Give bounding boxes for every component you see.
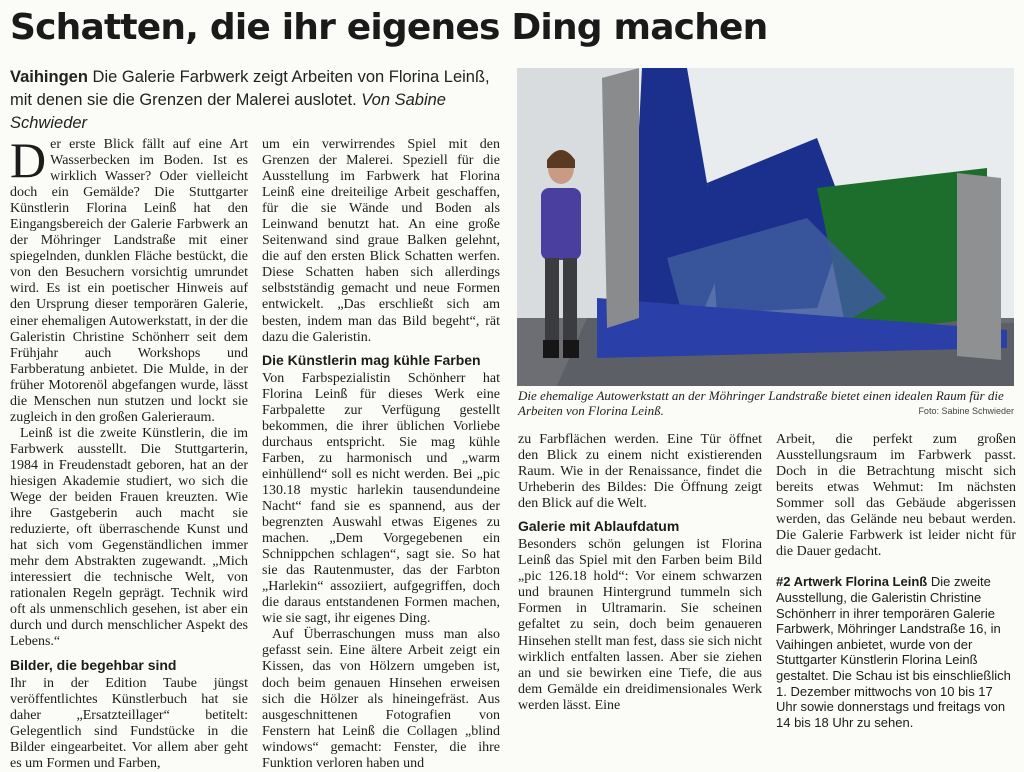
- info-box-title: #2 Artwerk Florina Leinß: [776, 574, 928, 590]
- subheading: Bilder, die begehbar sind: [10, 656, 177, 673]
- photo-credit: Foto: Sabine Schwieder: [918, 406, 1014, 416]
- paragraph: Leinß ist die zweite Künstlerin, die im Farbwerk ausstellt. Die Stuttgarterin, 1984 in Freudenstadt geboren, hat an der hiesigen Akademie studiert, wo sich die Wege der beiden Frauen kreuzten. Wie ihre Gastgeberin auch macht sie reduzierte, oft überraschende Kunst und hat sich vom Gegenständlichen immer mehr dem Abstrakten zugewandt. „Mich interessiert die technische Welt, von rationalen Regeln geprägt. Technik wird oft als unmenschlich gesehen, ist aber ein durch und durch menschlicher Aspekt des Lebens.“: [10, 425, 248, 650]
- subheading: Galerie mit Ablaufdatum: [518, 518, 680, 535]
- paragraph: Der erste Blick fällt auf eine Art Wasserbecken im Boden. Ist es wirklich Wasser? Oder vielleicht doch ein Gemälde? Die Stuttgarter Künstlerin Florina Leinß hat den Eingangsbereich der Galerie Farbwerk an der Möhringer Landstraße mit einer spiegelnden, dunklen Fläche bestückt, die von den Besuchern vorsichtig umrundet wird. Es ist ein poetischer Hinweis auf den Ursprung dieser temporären Galerie, einer ehemaligen Autowerkstatt, in der die Galeristin Christine Schönherr seit dem Frühjahr auch Workshops und Farbberatung anbietet. Die Mulde, in der früher Motorenöl abgefangen wurde, lässt die Menschen nun stutzen und lockt sie zugleich in den großen Galerieraum.: [10, 132, 248, 425]
- article-column-2: [262, 137, 500, 771]
- drop-cap: D: [10, 132, 47, 188]
- paragraph: zu Farbflächen werden. Eine Tür öffnet den Blick zu einem nicht existierenden Raum. Wie in der Renaissance, findet die Urheberin des Bildes: Die Öffnung zeigt den Blick auf die Welt.: [518, 432, 762, 512]
- standfirst: [10, 66, 510, 135]
- subheading: Die Künstlerin mag kühle Farben: [262, 351, 481, 368]
- paragraph: Auf Überraschungen muss man also gefasst sein. Eine ältere Arbeit zeigt ein Kissen, das von Hölzern umgeben ist, doch beim genauen Hinsehen erweisen sich die Hölzer als hineingefräst. Aus ausgeschnittenen Fotografien von Fenstern hat Leinß die Collagen „blind windows“ gemacht: Fenster, die ihre Funktion verloren haben und: [262, 627, 500, 771]
- article-column-1: [10, 132, 248, 771]
- paragraph: Arbeit, die perfekt zum großen Ausstellungsraum im Farbwerk passt. Doch in die Betrachtung mischt sich bereits etwas Wehmut: Im nächsten Sommer soll das Gebäude abgerissen werden, das Gelände neu bebaut werden. Die Galerie Farbwerk ist leider nicht für die Dauer gedacht.: [776, 432, 1016, 560]
- gallery-photo-illustration: [517, 68, 1014, 386]
- info-box-text: Die zweite Ausstellung, die Galeristin Christine Schönherr in ihrer temporären Galerie Farbwerk, Möhringer Landstraße 16, in Vaihingen anbietet, wurde von der Stuttgarter Künstlerin Florina Leinß gestaltet. Die Schau ist bis einschließlich 1. Dezember mittwochs von 10 bis 17 Uhr sowie donnerstags und freitags von 14 bis 18 Uhr zu sehen.: [776, 574, 1011, 730]
- byline: Von Sabine Schwieder: [10, 91, 446, 132]
- paragraph: Ihr in der Edition Taube jüngst veröffentlichtes Künstlerbuch hat sie daher „Ersatzteillager“ betitelt: Gelegentlich sind Fundstücke in die Bilder eingearbeitet. Vor allem aber geht es um Formen und Farben,: [10, 675, 248, 771]
- article-photo: [517, 68, 1014, 386]
- paragraph: um ein verwirrendes Spiel mit den Grenzen der Malerei. Speziell für die Ausstellung im Farbwerk hat Florina Leinß eine dreiteilige Arbeit geschaffen, für die sie Wände und Boden als Leinwand benutzt hat. An eine große Seitenwand sind graue Balken gelehnt, die auf den ersten Blick Schatten werfen. Diese Schatten haben sich allerdings selbstständig gemacht und neue Formen entwickelt. „Das erschließt sich am besten, indem man das Bild begeht“, rät dazu die Galeristin.: [262, 137, 500, 345]
- article-column-3: [518, 432, 762, 713]
- standfirst-text: Die Galerie Farbwerk zeigt Arbeiten von Florina Leinß, mit denen sie die Grenzen der Malerei auslotet.: [10, 68, 490, 109]
- photo-caption: Die ehemalige Autowerkstatt an der Möhringer Landstraße bietet einen idealen Raum für die Arbeiten von Florina Leinß.: [518, 388, 1004, 418]
- info-box: [776, 574, 1016, 730]
- headline: Schatten, die ihr eigenes Ding machen: [10, 7, 768, 48]
- paragraph: Besonders schön gelungen ist Florina Leinß das Spiel mit den Farben beim Bild „pic 126.18 hold“: Vor einem schwarzen und braunen Hintergrund tummeln sich Formen in Ultramarin. Sie scheinen gefaltet zu sein, doch beim genaueren Hinsehen stellt man fest, dass sie sich nicht wirklich entfalten lassen. Aber sie ziehen an und sie bewirken eine Tiefe, die aus dem Gemälde ein dreidimensionales Werk werden lässt. Eine: [518, 537, 762, 713]
- article-column-4: [776, 432, 1016, 730]
- dateline-place: Vaihingen: [10, 68, 88, 86]
- paragraph: Von Farbspezialistin Schönherr hat Florina Leinß für dieses Werk eine Farbpalette zur Verfügung gestellt bekommen, die ihrer üblichen Vorliebe durchaus entspricht. Sie mag kühle Farben, zu harmonisch und „warm einhüllend“ soll es nicht werden. Bei „pic 130.18 mystic harlekin tausendundeine Nacht“ fand sie es spannend, aus der begrenzten Auswahl etwas Eigenes zu machen. „Dem Vorgegebenen ein Schnippchen schlagen“, sagt sie. So hat sie das Rautenmuster, das der Farbton „Harlekin“ assoziiert, aufgegriffen, doch die daraus entstandenen Formen machen, wie sie sagt, ihr eigenes Ding.: [262, 370, 500, 627]
